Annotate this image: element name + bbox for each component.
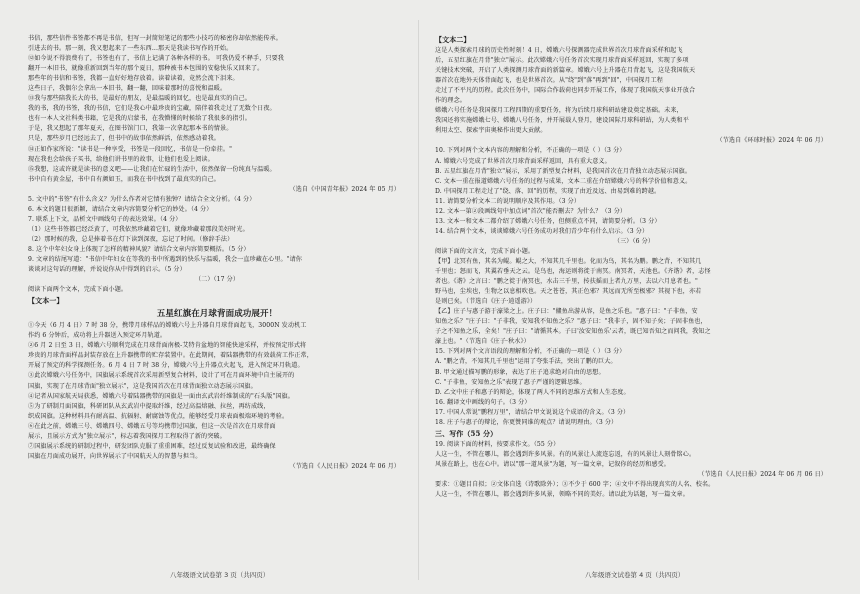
writing-line: 人这一生，不管在哪儿，都会遇到许多风景，领略不同的美好。请以此为话题，写一篇文章。: [435, 491, 689, 499]
page-footer-left: 八年级语文试卷第 3 页（共四页）: [170, 571, 270, 579]
classical-line: 子之不知鱼之乐，全矣！"庄子曰："请循其本。子曰'汝安知鱼乐'云者，既已知吾知之而问我，我知之: [435, 328, 711, 336]
reading-prompt: 阅读下面的文言文，完成下面小题。: [435, 247, 535, 255]
question-line: 16. 翻译文中画线的句子。（3 分）: [435, 398, 531, 406]
option-line: A. 嫦娥六号完成了世界首次月球背面采样返回，具有重大意义。: [435, 157, 611, 165]
page-divider: [418, 20, 419, 580]
option-line: C. "子非鱼，安知鱼之乐"表现了惠子严谨的逻辑思维。: [435, 378, 586, 386]
left-page: [28, 34, 406, 568]
text2-label: 【文本二】: [435, 35, 471, 44]
question-line: （2）那时候的我，总是捧着书在灯下读到深夜，忘记了时间。（修辞手法）: [28, 235, 234, 243]
section-heading: （二）（17 分）: [194, 276, 240, 284]
article-line: ④记者从国家航天局获悉，嫦娥六号着陆器携带的国旗是一面由玄武岩纤维制成的"石头版"国旗。: [28, 392, 294, 400]
paragraph-line: 引进去的书。那一刻，我又想起来了一些东西...那天是我读书写作的开始。: [28, 45, 233, 53]
article-line: 织成国旗。这种材料具有耐高温、抗辐射、耐腐蚀等优点，能够经受月球表面极端环境的考验。: [28, 412, 289, 420]
article-line: ②6 月 2 日至 3 日，嫦娥六号顺利完成在月球背面南极-艾特肯盆地的智能快速采样，并按预定形式将: [28, 342, 307, 350]
question-line: （1）这些书签都已经泛黄了，可我依然珍藏着它们，就像珍藏着那段美好时光。: [28, 225, 249, 233]
classical-line: 濠上也。"（节选自《庄子·秋水》）: [435, 338, 530, 346]
option-line: C. 文本一重在报道嫦娥六号任务的过程与成果，文本二重在介绍嫦娥六号的科学价值和意义。: [435, 177, 692, 185]
classical-line: 野马也，尘埃也，生物之以息相吹也。天之苍苍，其正色邪？其远而无所至极邪？其视下也，亦若: [435, 288, 702, 296]
classical-line: 【甲】北冥有鱼，其名为鲲。鲲之大，不知其几千里也。化而为鸟，其名为鹏。鹏之背，不知其几: [435, 257, 702, 265]
option-line: B. 甲文通过描写鹏的形象，表达了庄子追求绝对自由的思想。: [435, 368, 605, 376]
question-line: 5. 文中的"书签"有什么含义？为什么作者对它情有独钟？请结合全文分析。（4 分）: [28, 195, 256, 203]
article-line: 后，五星红旗在月背"独立"展示。此次嫦娥六号任务首次实现月球背面采样返回，实现了多项: [435, 57, 689, 65]
paragraph-line: 书中自有黄金屋，书中自有颜如玉，而我在书中找到了最真实的自己。: [28, 175, 221, 183]
classical-line: 【乙】庄子与惠子游于濠梁之上。庄子曰："鯈鱼出游从容，是鱼之乐也。"惠子曰："子非鱼，安: [435, 308, 698, 316]
article-line: 我国还将实施嫦娥七号、嫦娥八号任务，并开展载人登月，建设国际月球科研站，为人类和平: [435, 117, 689, 125]
article-line: 嫦娥六号任务是我国探月工程四期的重要任务，将为后续月球科研站建设奠定基础。未来，: [435, 107, 683, 115]
option-line: D. 乙文中庄子和惠子的辩论，体现了两人不同的思维方式和人生态度。: [435, 388, 630, 396]
writing-section-heading: 三、写作（55 分）: [435, 428, 498, 438]
article-line: 关键技术突破，开启了人类探测月球背面的新篇章。嫦娥六号上升器在月背起飞，这是我国航天: [435, 67, 696, 75]
article-line: 国旗，实现了在月球背面"独立展示"，这是我国首次在月球背面独立动态展示国旗。: [28, 382, 257, 390]
paragraph-line: 于是，我又想起了那年夏天，在图书馆门口，我第一次拿起那本书的情景。: [28, 125, 233, 133]
question-line: 9. 文章的结尾写道："书信中年妇女在等我的书中所遇到的快乐与温暖，我会一直珍藏在心里。"请你: [28, 256, 302, 264]
option-line: B. 五星红旗在月背"独立"展示，采用了新型复合材料，是我国首次在月背独立动态展示国旗。: [435, 167, 692, 175]
article-line: ⑤为了研制月面国旗，科研团队从玄武岩中提取纤维，经过高温熔融、拉丝，再纺成线，: [28, 402, 270, 410]
classical-line: 者也。《谐》之言曰："鹏之徙于南冥也，水击三千里，抟扶摇而上者九万里，去以六月息者也。": [435, 278, 698, 286]
article-line: 作约 6 分钟后，成功将上升器送入预定环月轨道。: [28, 332, 167, 340]
question-line: 12. 文本一第②段画线句中加点词"首次"能否删去？为什么？（3 分）: [435, 207, 627, 215]
paragraph-line: ⑭正如作家所说："读书是一种享受，书签是一段回忆，书信是一份牵挂。": [28, 145, 233, 153]
paragraph-line: 这些日子，我偶尔会拿出一本旧书，翻一翻，回味着那时的喜悦和温暖。: [28, 85, 227, 93]
question-line: 18. 庄子与惠子的辩论，你更赞同谁的观点？请说明理由。（3 分）: [435, 418, 618, 426]
classical-line: 是则已矣。（节选自《庄子·逍遥游》）: [435, 298, 537, 306]
article-line: 展示，且展示方式为"独立展示"，标志着我国探月工程取得了新的突破。: [28, 432, 226, 440]
option-line: D. 中国探月工程走过了"绕、落、回"的历程，实现了由近及远、由易到难的跨越。: [435, 187, 661, 195]
source-citation: （选自《中国青年报》2024 年 05 月）: [289, 185, 400, 193]
question-line: 10. 下列对两个文本内容的理解和分析，不正确的一项是（ ）（3 分）: [435, 147, 626, 155]
source-citation: （节选自《人民日报》2024 年 06 月）: [289, 462, 400, 470]
question-line: 17. 中国人常说"鹏程万里"，请结合甲文说说这个成语的含义。（3 分）: [435, 408, 630, 416]
reading-prompt: 阅读下面两个文本，完成下面小题。: [28, 286, 128, 294]
paragraph-line: ⑫如今说不得浪费有了，书签也有了，书信上记满了各种各样的书。 可我仍爱不释手，只要我: [28, 55, 284, 63]
section-heading: （三）（6 分）: [613, 237, 655, 245]
article-line: 作的理念。: [435, 97, 466, 105]
article-line: 这是人类探索月球的历史性时刻！4 日，嫦娥六号探测器完成世界首次月球背面采样和起飞: [435, 47, 683, 54]
page-footer-right: 八年级语文试卷第 4 页（共四页）: [585, 571, 685, 579]
writing-line: 人这一生，不管在哪儿，都会遇到许多风景。有的风景让人流连忘返，有的风景让人刻骨铭心。: [435, 450, 696, 458]
source-citation: （节选自《环球时报》2024 年 06 月）: [716, 137, 827, 145]
article-line: 珍贵的月球背面样品封装存放在上升器携带的贮存装置中。在此期间，着陆器携带的有效载荷工作正常，: [28, 352, 313, 360]
source-citation: （节选自《人民日报》2024 年 06 月 06 日）: [698, 470, 827, 478]
paragraph-line: 我的书，我的书签，我的书信，它们是我心中最珍贵的宝藏，陪伴着我走过了无数个日夜。: [28, 105, 276, 113]
writing-line: 风景在路上，也在心中。请以"那一道风景"为题，写一篇文章，记叙你的经历和感受。: [435, 460, 670, 468]
question-line: 8. 这个中年妇女身上体现了怎样的精神风貌？请结合文章内容简要概括。（5 分）: [28, 245, 250, 253]
paragraph-line: ⑬我与那些陪我长大的书，是最好的朋友，是最温暖的回忆，也是最真实的自己。: [28, 95, 251, 103]
writing-line: 19. 阅读下面的材料，按要求作文。（55 分）: [435, 440, 560, 448]
paragraph-line: 也有一本人文社科类书籍，它是我的启蒙书，在我懵懂的时候给了我很多的指引。: [28, 115, 251, 123]
paragraph-line: 书信，那些信件书签都不再是书信，但写一封简短笔记的那些小技巧的秘密你却依然能传承。: [28, 35, 282, 42]
article-line: 国旗在月面成功展开，向世界展示了中国航天人的智慧与担当。: [28, 452, 202, 460]
option-line: A. "鹏之背，不知其几千里也"运用了夸张手法，突出了鹏的巨大。: [435, 358, 617, 366]
paragraph-line: 现在我也会给孩子买书，给他们讲书里的故事，让他们也爱上阅读。: [28, 155, 214, 163]
article-line: 利用太空、探索宇宙奥秘作出更大贡献。: [435, 127, 547, 135]
article-line: ①今天（6 月 4 日）7 时 38 分，携带月球样品的嫦娥六号上升器自月球背面起飞，3000N 发动机工: [28, 322, 307, 330]
question-line: 7. 联系上下文，品析文中画线句子的表达效果。（4 分）: [28, 215, 182, 223]
text1-label: 【文本一】: [28, 296, 64, 306]
question-line: 13. 文本一和文本二都介绍了嫦娥六号任务，但侧重点不同，请简要分析。（3 分）: [435, 217, 661, 225]
article-line: 器首次在地外天体背面起飞，也是世界首次。从"绕"到"落"再到"回"，中国探月工程: [435, 77, 664, 85]
classical-line: 知鱼之乐？"庄子曰："子非我，安知我不知鱼之乐？"惠子曰："我非子，固不知子矣；子固非鱼也，: [435, 318, 707, 326]
article-title: 五星红旗在月球背面成功展开！: [156, 309, 278, 320]
question-line: 15. 下列对两个文言语段的理解和分析，不正确的一项是（ ）（3 分）: [435, 348, 626, 356]
article-line: 开展了预定的科学探测任务。6 月 4 日 7 时 38 分，嫦娥六号上升器点火起飞，进入预定环月轨道。: [28, 362, 304, 370]
question-line: 谈谈对这句话的理解，并说说你从中得到的启示。（5 分）: [28, 266, 186, 274]
question-line: 6. 本文的题目很新颖，请结合文章内容简要分析它的妙处。（4 分）: [28, 205, 213, 213]
article-line: ⑦国旗展示系统的研制过程中，研发团队克服了重重困难，经过反复试验和改进，最终确保: [28, 442, 276, 450]
writing-line: 要求：①题目自拟；②文体自选（诗歌除外）；③不少于 600 字；④文中不得出现真实的人名、校名。: [435, 480, 715, 488]
question-line: 11. 请简要分析文本二的说明顺序及其作用。（3 分）: [435, 197, 581, 205]
right-page: [435, 34, 833, 568]
paragraph-line: 翻开一本旧书，就像重新回到当年的那个夏日，那种被书本包围的安稳快乐又回来了。: [28, 65, 264, 73]
article-line: 走过了不平凡的历程。此次任务中，国际合作载荷也同步开展工作，体现了我国航天事业开放合: [435, 87, 696, 95]
paragraph-line: 那些年的书信和书签，我都一直好好地存放着。读着读着，竟然会流下泪来。: [28, 75, 239, 83]
question-line: 14. 结合两个文本，谈谈嫦娥六号任务成功对我们青少年有什么启示。（3 分）: [435, 227, 649, 235]
article-line: ⑥在此之前，嫦娥三号、嫦娥四号、嫦娥五号等均携带过国旗，但这一次是首次在月球背面: [28, 422, 276, 430]
paragraph-line: 只是，那些岁月已经远去了，但书中的故事依然鲜活，依然感动着我。: [28, 135, 221, 143]
classical-line: 千里也；怒而飞，其翼若垂天之云。是鸟也，海运则将徙于南冥。南冥者，天池也。《齐谐》者，志怪: [435, 268, 711, 276]
paragraph-line: ⑮我想，这或许就是读书的意义吧——让我们在忙碌的生活中，依然保留一份纯真与温暖。: [28, 165, 276, 173]
article-line: ③此次嫦娥六号任务中，国旗展示系统首次采用新型复合材料，设计了可在月面环境中自主展开的: [28, 372, 295, 380]
